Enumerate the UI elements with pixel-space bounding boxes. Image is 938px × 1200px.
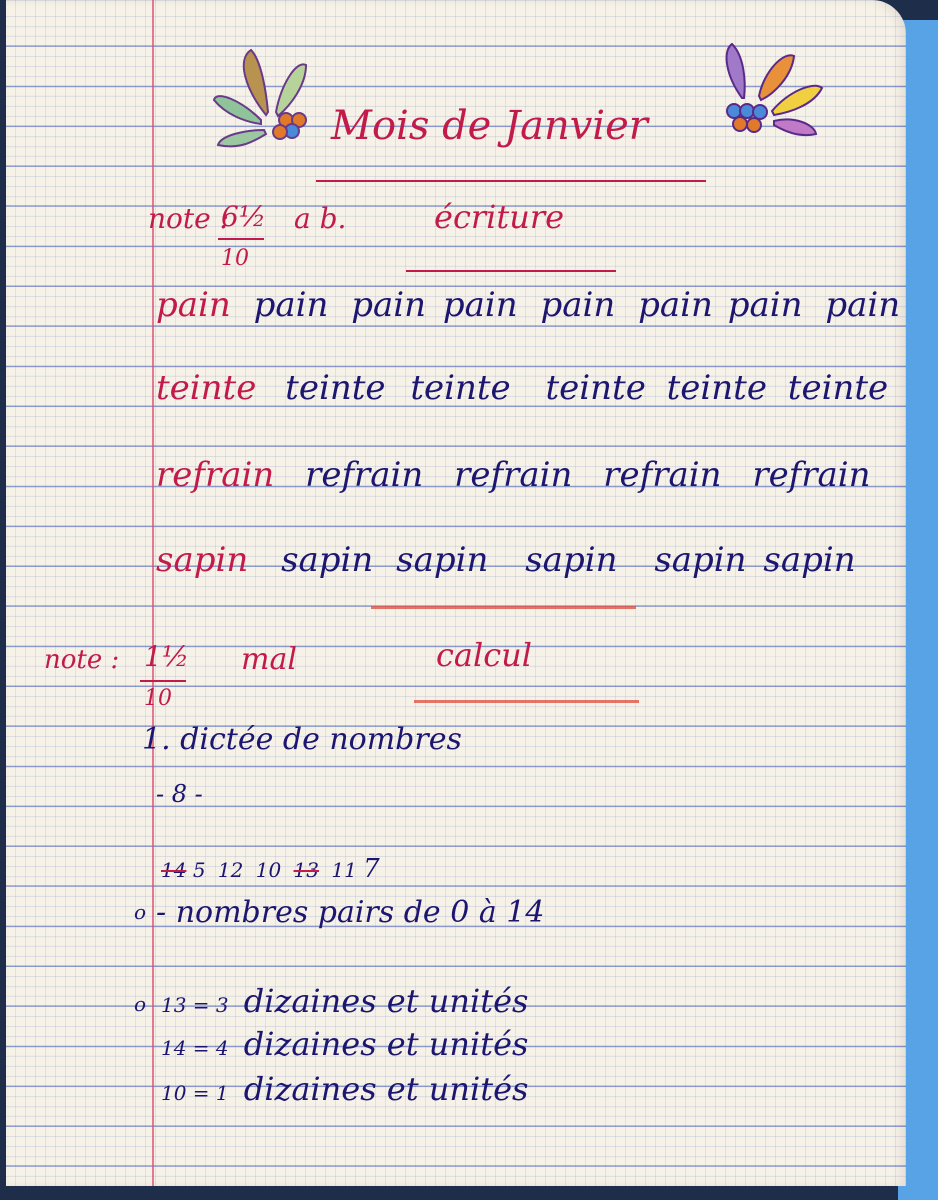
calcul-fraction-bar xyxy=(140,680,186,682)
section-separator xyxy=(371,606,636,609)
copy-word: sapin xyxy=(525,540,618,580)
notebook-page xyxy=(6,0,906,1186)
dizaine-row xyxy=(161,1070,528,1108)
copy-word: pain xyxy=(253,285,329,325)
number-crossed: 13 xyxy=(293,858,319,882)
number-crossed: 14 xyxy=(161,858,187,882)
pairs-text: nombres pairs de 0 à 14 xyxy=(175,895,545,930)
copy-word: sapin xyxy=(763,540,856,580)
item-eight: - 8 - xyxy=(156,780,203,808)
model-word: sapin xyxy=(156,540,249,580)
title-underline xyxy=(316,180,706,182)
ecriture-note-numerator: 6½ xyxy=(221,200,266,233)
ecriture-fraction-bar xyxy=(218,238,264,240)
copy-word: pain xyxy=(638,285,713,325)
dizaine-row xyxy=(161,982,528,1020)
copy-word: pain xyxy=(351,285,427,325)
ecriture-note-denominator: 10 xyxy=(221,246,249,271)
copy-word: sapin xyxy=(654,540,747,580)
copy-word: teinte xyxy=(410,368,511,408)
dictated-numbers xyxy=(161,854,380,884)
dizaine-text: dizaines et unités xyxy=(243,1070,529,1108)
margin-mark: o xyxy=(134,992,147,1016)
calcul-note-numerator: 1½ xyxy=(144,640,189,673)
calcul-note-denominator: 10 xyxy=(144,686,172,711)
copy-word: teinte xyxy=(285,368,386,408)
dizaine-expression: 10 = 1 xyxy=(161,1081,229,1105)
page-title: Mois de Janvier xyxy=(331,103,648,149)
model-word: pain xyxy=(156,285,231,325)
ecriture-subject: écriture xyxy=(434,198,565,236)
number: 7 xyxy=(363,854,380,884)
model-word: refrain xyxy=(156,455,275,495)
calcul-appreciation: mal xyxy=(241,642,297,677)
number: 12 xyxy=(217,858,244,882)
dizaine-text: dizaines et unités xyxy=(243,1025,529,1063)
dizaine-expression: 14 = 4 xyxy=(161,1036,229,1060)
ecriture-underline xyxy=(406,270,616,272)
copy-word: pain xyxy=(442,285,518,325)
copy-word: refrain xyxy=(752,455,871,495)
copy-word: teinte xyxy=(787,368,889,408)
model-word: teinte xyxy=(156,368,257,408)
copy-word: teinte xyxy=(545,368,646,408)
ecriture-appreciation: a b. xyxy=(294,202,347,235)
copy-word: refrain xyxy=(305,455,424,495)
margin-line xyxy=(152,0,154,1186)
copy-word: sapin xyxy=(396,540,489,580)
copy-word: teinte xyxy=(666,368,767,408)
practice-line-pain xyxy=(156,285,900,325)
practice-line-teinte xyxy=(156,368,888,408)
flower-ornament-left xyxy=(206,40,326,155)
dizaine-text: dizaines et unités xyxy=(243,982,529,1020)
copy-word: pain xyxy=(540,285,616,325)
calcul-subject: calcul xyxy=(436,636,532,674)
practice-line-sapin xyxy=(156,540,856,580)
copy-word: sapin xyxy=(281,540,374,580)
item-dictee: 1. dictée de nombres xyxy=(142,722,462,757)
practice-line-refrain xyxy=(156,455,871,495)
number: 5 xyxy=(192,858,206,882)
calcul-underline xyxy=(414,700,639,703)
ecriture-note-label: note : xyxy=(148,202,230,235)
copy-word: pain xyxy=(825,285,901,325)
copy-word: refrain xyxy=(603,455,722,495)
dizaine-expression: 13 = 3 xyxy=(161,993,229,1017)
copy-word: refrain xyxy=(454,455,573,495)
number: 11 xyxy=(331,858,357,882)
item-pairs: - nombres pairs de 0 à 14 xyxy=(156,895,545,930)
dizaine-row xyxy=(161,1025,528,1063)
margin-mark: o xyxy=(134,900,147,924)
calcul-note-label: note : xyxy=(44,645,120,675)
flower-ornament-right xyxy=(714,36,834,141)
number: 10 xyxy=(255,858,282,882)
copy-word: pain xyxy=(727,285,803,325)
